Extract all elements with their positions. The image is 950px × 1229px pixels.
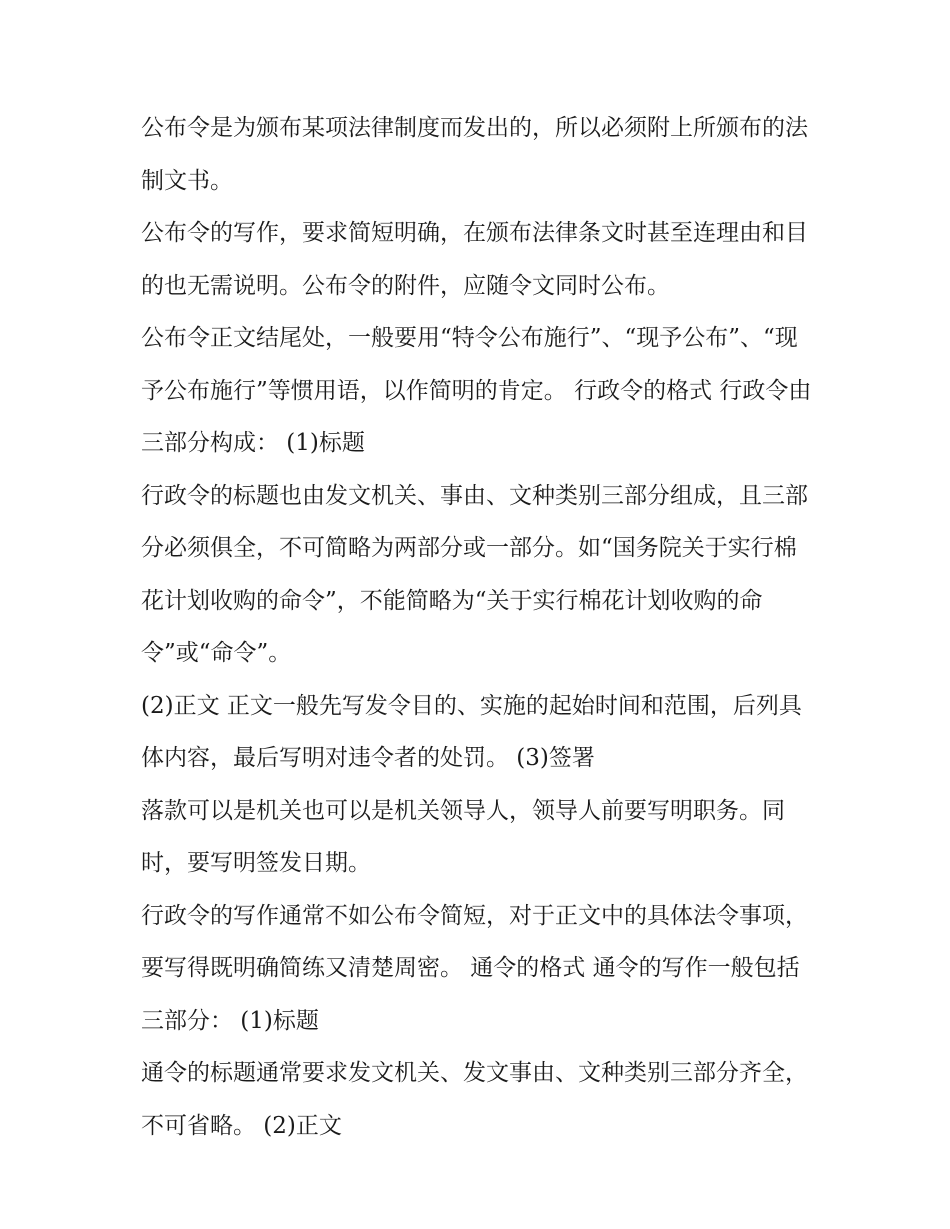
paragraph-promulgation-order-purpose: 公布令是为颁布某项法律制度而发出的，所以必须附上所颁布的法制文书。 <box>141 115 808 194</box>
document-body <box>141 102 813 1152</box>
paragraph-promulgation-order-writing: 公布令的写作，要求简短明确，在颁布法律条文时甚至连理由和目的也无需说明。公布令的附件，应随令文同时公布。 <box>141 220 808 299</box>
paragraph-signature: 落款可以是机关也可以是机关领导人，领导人前要写明职务。同时，要写明签发日期。 <box>141 797 785 876</box>
paragraph-administrative-order-title: 行政令的标题也由发文机关、事由、文种类别三部分组成，且三部分必须俱全，不可简略为两部分或一部分。如“国务院关于实行棉花计划收购的命令”，不能简略为“关于实行棉花计划收购的命令”或“命令”。 <box>141 482 808 666</box>
paragraph-administrative-order-body: (2)正文 正文一般先写发令目的、实施的起始时间和范围，后列具体内容，最后写明对违令者的处罚。 (3)签署 <box>141 692 802 771</box>
paragraph-administrative-order-style: 行政令的写作通常不如公布令简短，对于正文中的具体法令事项，要写得既明确简练又清楚周密。 通令的格式 通令的写作一般包括三部分： (1)标题 <box>141 902 808 1034</box>
paragraph-promulgation-order-ending: 公布令正文结尾处，一般要用“特令公布施行”、“现予公布”、“现予公布施行”等惯用语，以作简明的肯定。 行政令的格式 行政令由三部分构成： (1)标题 <box>141 325 812 456</box>
paragraph-circular-order-title: 通令的标题通常要求发文机关、发文事由、文种类别三部分齐全，不可省略。 (2)正文 <box>141 1060 808 1139</box>
